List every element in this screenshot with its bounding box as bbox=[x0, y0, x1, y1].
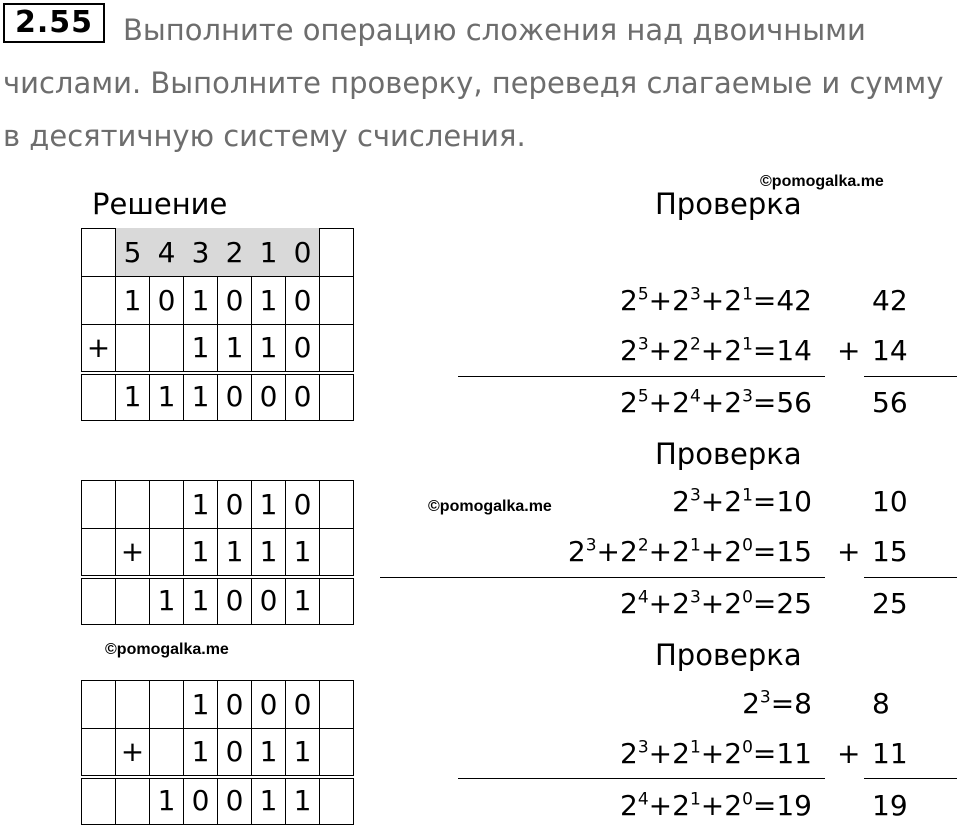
grid-cell: 1 bbox=[252, 729, 286, 777]
power-exponent: 2 bbox=[689, 334, 701, 355]
task-number-badge: 2.55 bbox=[3, 3, 105, 43]
power-sum-expression: $2^3+2^1+2^0=11$ bbox=[620, 737, 812, 770]
decimal-result: =56 bbox=[752, 386, 812, 419]
binary-addition-grid-3 bbox=[81, 680, 354, 825]
binary-addition-grid-2 bbox=[81, 480, 354, 625]
power-base: 2 bbox=[672, 485, 690, 518]
power-base: 2 bbox=[620, 587, 638, 620]
grid-cell: 1 bbox=[218, 325, 252, 373]
power-exponent: 3 bbox=[637, 334, 649, 355]
grid-cell: 0 bbox=[218, 373, 252, 421]
grid-row bbox=[82, 729, 354, 777]
grid-cell: 0 bbox=[286, 373, 320, 421]
grid-cell bbox=[116, 777, 150, 825]
check-title: Проверка bbox=[655, 437, 802, 471]
grid-cell: 1 bbox=[150, 777, 184, 825]
sum-underline bbox=[458, 376, 825, 377]
power-exponent: 3 bbox=[742, 386, 753, 407]
power-exponent: 5 bbox=[637, 386, 649, 407]
power-exponent: 1 bbox=[742, 485, 753, 506]
column-sum-value: 56 bbox=[872, 386, 908, 419]
sum-underline bbox=[864, 376, 957, 377]
grid-row bbox=[82, 681, 354, 729]
digit-position-cell bbox=[82, 229, 116, 277]
power-exponent: 1 bbox=[742, 334, 753, 355]
grid-cell: 1 bbox=[252, 481, 286, 529]
grid-cell: 1 bbox=[252, 277, 286, 325]
decimal-result: =25 bbox=[752, 587, 812, 620]
power-base: 2 bbox=[724, 334, 743, 367]
power-sum-expression: $2^3+2^2+2^1+2^0=15$ bbox=[567, 535, 812, 568]
grid-cell bbox=[150, 325, 184, 373]
grid-cell: 0 bbox=[286, 481, 320, 529]
power-exponent: 0 bbox=[742, 535, 753, 556]
power-base: 2 bbox=[567, 535, 586, 568]
grid-cell bbox=[320, 481, 354, 529]
solution-title: Решение bbox=[92, 187, 228, 221]
watermark: ©pomogalka.me bbox=[760, 173, 884, 190]
grid-cell: 0 bbox=[252, 577, 286, 625]
grid-cell bbox=[320, 373, 354, 421]
column-sum-value: 8 bbox=[872, 687, 890, 720]
power-base: 2 bbox=[672, 789, 690, 822]
grid-row bbox=[82, 277, 354, 325]
grid-cell bbox=[82, 481, 116, 529]
column-sum-value: 42 bbox=[872, 284, 908, 317]
column-sum-value: 15 bbox=[872, 535, 908, 568]
grid-cell: 0 bbox=[218, 681, 252, 729]
grid-cell: 1 bbox=[218, 529, 252, 577]
digit-position-cell: 4 bbox=[150, 229, 184, 277]
grid-cell bbox=[320, 577, 354, 625]
sum-underline bbox=[380, 577, 825, 578]
check-title: Проверка bbox=[655, 638, 802, 672]
power-base: 2 bbox=[672, 386, 690, 419]
grid-cell bbox=[116, 577, 150, 625]
grid-row bbox=[82, 577, 354, 625]
grid-cell: 1 bbox=[184, 729, 218, 777]
power-exponent: 3 bbox=[689, 284, 701, 305]
column-sum-value: 19 bbox=[872, 789, 908, 822]
task-statement: Выполните операцию сложения над двоичными числами. Выполните проверку, переведя слагаемые и сумму в десятичную систему счисления. bbox=[3, 13, 944, 153]
power-base: 2 bbox=[620, 535, 638, 568]
grid-cell: 1 bbox=[184, 373, 218, 421]
grid-cell bbox=[116, 325, 150, 373]
digit-position-cell: 5 bbox=[116, 229, 150, 277]
power-exponent: 2 bbox=[637, 535, 649, 556]
column-sum-value: 25 bbox=[872, 587, 908, 620]
grid-cell: 1 bbox=[184, 577, 218, 625]
grid-cell: 0 bbox=[150, 277, 184, 325]
power-exponent: 1 bbox=[742, 284, 753, 305]
grid-cell: 0 bbox=[218, 277, 252, 325]
power-exponent: 0 bbox=[742, 737, 753, 758]
grid-cell: 1 bbox=[184, 681, 218, 729]
grid-row bbox=[82, 373, 354, 421]
power-sum-expression: $2^5+2^3+2^1=42$ bbox=[620, 284, 812, 317]
grid-cell bbox=[320, 529, 354, 577]
grid-cell: 1 bbox=[184, 529, 218, 577]
plus-sign: + bbox=[837, 737, 861, 770]
grid-cell bbox=[82, 373, 116, 421]
power-base: 2 bbox=[724, 386, 743, 419]
grid-cell: 1 bbox=[286, 529, 320, 577]
grid-cell bbox=[116, 681, 150, 729]
watermark: ©pomogalka.me bbox=[428, 498, 552, 515]
grid-cell: 1 bbox=[116, 277, 150, 325]
power-base: 2 bbox=[724, 789, 743, 822]
power-base: 2 bbox=[672, 737, 690, 770]
grid-cell bbox=[116, 481, 150, 529]
grid-cell: 0 bbox=[252, 373, 286, 421]
grid-cell: 0 bbox=[218, 777, 252, 825]
check-title: Проверка bbox=[655, 187, 802, 221]
decimal-result: =42 bbox=[752, 284, 812, 317]
grid-row bbox=[82, 777, 354, 825]
grid-cell: 0 bbox=[286, 681, 320, 729]
power-base: 2 bbox=[724, 737, 743, 770]
grid-cell: 0 bbox=[286, 277, 320, 325]
power-exponent: 4 bbox=[637, 587, 649, 608]
grid-cell: 0 bbox=[252, 681, 286, 729]
grid-cell: + bbox=[116, 729, 150, 777]
power-sum-expression: $2^4+2^3+2^0=25$ bbox=[620, 587, 812, 620]
grid-cell: 1 bbox=[286, 577, 320, 625]
decimal-result: =10 bbox=[752, 485, 812, 518]
digit-position-cell: 1 bbox=[252, 229, 286, 277]
decimal-result: =11 bbox=[752, 737, 812, 770]
sum-underline bbox=[864, 778, 957, 779]
power-exponent: 5 bbox=[637, 284, 649, 305]
power-exponent: 1 bbox=[689, 535, 701, 556]
grid-cell bbox=[82, 277, 116, 325]
grid-cell: 0 bbox=[218, 577, 252, 625]
grid-cell bbox=[82, 529, 116, 577]
power-base: 2 bbox=[620, 789, 638, 822]
power-exponent: 0 bbox=[742, 587, 753, 608]
power-sum-expression: $2^4+2^1+2^0=19$ bbox=[620, 789, 812, 822]
grid-cell: 1 bbox=[252, 777, 286, 825]
power-base: 2 bbox=[672, 535, 690, 568]
power-exponent: 4 bbox=[637, 789, 649, 810]
decimal-result: =8 bbox=[770, 687, 812, 720]
power-exponent: 1 bbox=[689, 789, 701, 810]
grid-cell bbox=[82, 577, 116, 625]
power-base: 2 bbox=[620, 386, 638, 419]
decimal-result: =14 bbox=[752, 334, 812, 367]
power-exponent: 3 bbox=[637, 737, 649, 758]
grid-cell: + bbox=[82, 325, 116, 373]
grid-row bbox=[82, 229, 354, 277]
grid-cell: 1 bbox=[150, 373, 184, 421]
plus-sign: + bbox=[837, 334, 861, 367]
power-sum-expression: $2^5+2^4+2^3=56$ bbox=[620, 386, 812, 419]
watermark: ©pomogalka.me bbox=[105, 641, 229, 658]
power-exponent: 3 bbox=[689, 485, 701, 506]
grid-cell bbox=[320, 729, 354, 777]
power-base: 2 bbox=[724, 587, 743, 620]
digit-position-cell: 2 bbox=[218, 229, 252, 277]
grid-cell bbox=[320, 777, 354, 825]
power-base: 2 bbox=[742, 687, 760, 720]
grid-cell: 1 bbox=[116, 373, 150, 421]
grid-cell bbox=[320, 277, 354, 325]
grid-cell: 1 bbox=[184, 277, 218, 325]
decimal-result: =19 bbox=[752, 789, 812, 822]
binary-addition-grid-1 bbox=[81, 228, 354, 421]
power-exponent: 3 bbox=[689, 587, 701, 608]
power-base: 2 bbox=[724, 284, 743, 317]
power-base: 2 bbox=[672, 284, 690, 317]
grid-cell: 1 bbox=[252, 325, 286, 373]
power-sum-expression: $2^3+2^2+2^1=14$ bbox=[620, 334, 812, 367]
grid-cell: 1 bbox=[184, 481, 218, 529]
power-sum-expression: $2^3+2^1=10$ bbox=[672, 485, 812, 518]
sum-underline bbox=[864, 577, 957, 578]
grid-cell bbox=[150, 529, 184, 577]
grid-cell bbox=[320, 681, 354, 729]
power-exponent: 1 bbox=[689, 737, 701, 758]
grid-row bbox=[82, 325, 354, 373]
grid-cell: 0 bbox=[218, 729, 252, 777]
grid-cell: 1 bbox=[286, 729, 320, 777]
power-base: 2 bbox=[620, 737, 638, 770]
grid-cell: 1 bbox=[184, 325, 218, 373]
grid-cell: + bbox=[116, 529, 150, 577]
grid-row bbox=[82, 529, 354, 577]
power-exponent: 3 bbox=[585, 535, 597, 556]
power-base: 2 bbox=[620, 284, 638, 317]
power-base: 2 bbox=[672, 334, 690, 367]
column-sum-value: 10 bbox=[872, 485, 908, 518]
column-sum-value: 14 bbox=[872, 334, 908, 367]
sum-underline bbox=[458, 778, 825, 779]
power-sum-expression bbox=[742, 688, 812, 720]
power-exponent: 0 bbox=[742, 789, 753, 810]
grid-cell bbox=[82, 777, 116, 825]
power-base: 2 bbox=[724, 485, 743, 518]
grid-cell bbox=[150, 481, 184, 529]
grid-cell bbox=[320, 325, 354, 373]
grid-cell: 0 bbox=[218, 481, 252, 529]
column-sum-value: 11 bbox=[872, 737, 908, 770]
grid-cell: 1 bbox=[286, 777, 320, 825]
grid-cell: 0 bbox=[184, 777, 218, 825]
digit-position-cell bbox=[320, 229, 354, 277]
grid-row bbox=[82, 481, 354, 529]
plus-sign: + bbox=[837, 535, 861, 568]
power-exponent: 3 bbox=[759, 687, 771, 708]
power-base: 2 bbox=[672, 587, 690, 620]
grid-cell bbox=[150, 681, 184, 729]
decimal-result: =15 bbox=[752, 535, 812, 568]
power-exponent: 4 bbox=[689, 386, 701, 407]
digit-position-cell: 3 bbox=[184, 229, 218, 277]
grid-cell bbox=[82, 681, 116, 729]
grid-cell: 0 bbox=[286, 325, 320, 373]
grid-cell bbox=[82, 729, 116, 777]
grid-cell: 1 bbox=[252, 529, 286, 577]
grid-cell: 1 bbox=[150, 577, 184, 625]
power-base: 2 bbox=[724, 535, 743, 568]
grid-cell bbox=[150, 729, 184, 777]
power-base: 2 bbox=[620, 334, 638, 367]
digit-position-cell: 0 bbox=[286, 229, 320, 277]
